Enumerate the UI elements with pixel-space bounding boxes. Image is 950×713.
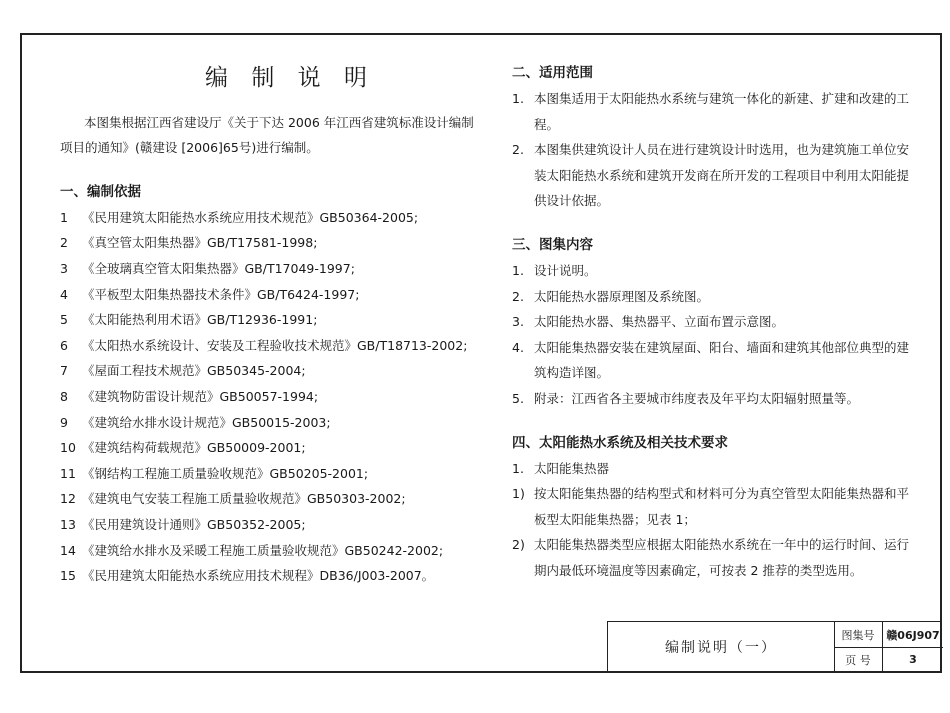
intro-paragraph: 本图集根据江西省建设厅《关于下达 2006 年江西省建筑标准设计编制项目的通知》(赣建设 [2006]65号)进行编制。 [60,114,474,156]
list-item [512,335,912,386]
list-item [60,205,480,231]
item-text: 附录：江西省各主要城市纬度表及年平均太阳辐射照量等。 [534,390,860,406]
section4-heading: 四、太阳能热水系统及相关技术要求 [512,434,728,451]
page-number-label: 页 号 [834,647,883,672]
item-number: 1) [512,486,525,502]
item-number: 13 [60,516,76,532]
list-item [60,307,480,333]
item-number: 3 [60,260,68,276]
atlas-number-value: 赣06J907 [886,628,940,642]
list-item [60,563,480,589]
item-text: 《太阳能热利用术语》GB/T12936-1991; [82,312,318,328]
item-number: 3. [512,314,524,330]
item-number: 5 [60,312,68,328]
section1-list [60,205,480,589]
list-item [512,456,912,482]
item-text: 本图集适用于太阳能热水系统与建筑一体化的新建、扩建和改建的工程。 [534,91,910,132]
item-text: 《建筑结构荷载规范》GB50009-2001; [82,440,306,456]
item-text: 本图集供建筑设计人员在进行建筑设计时选用，也为建筑施工单位安装太阳能热水系统和建筑开发商在所开发的工程项目中利用太阳能提供设计依据。 [534,142,910,209]
item-text: 《真空管太阳集热器》GB/T17581-1998; [82,235,318,251]
list-item [60,333,480,359]
item-text: 《建筑给水排水设计规范》GB50015-2003; [82,414,331,430]
list-item [512,309,912,335]
item-text: 太阳能集热器类型应根据太阳能热水系统在一年中的运行时间、运行期内最低环境温度等因素确定，可按表 2 推荐的类型选用。 [534,537,910,578]
list-item [512,258,912,284]
list-item [60,358,480,384]
list-item [60,435,480,461]
section2-heading: 二、适用范围 [512,65,593,81]
item-text: 《平板型太阳集热器技术条件》GB/T6424-1997; [82,286,360,302]
item-text: 设计说明。 [534,262,597,278]
section3-list [512,258,912,412]
item-number: 1 [60,209,68,225]
page-number-row [834,647,943,672]
item-text: 《建筑电气安装工程施工质量验收规范》GB50303-2002; [82,491,406,507]
item-text: 《全玻璃真空管太阳集热器》GB/T17049-1997; [82,260,355,276]
item-number: 14 [60,542,76,558]
list-item [512,86,912,137]
item-text: 《建筑物防雷设计规范》GB50057-1994; [82,388,319,404]
item-number: 11 [60,465,76,481]
item-text: 《钢结构工程施工质量验收规范》GB50205-2001; [82,465,369,481]
item-number: 1. [512,262,524,278]
item-text: 《民用建筑太阳能热水系统应用技术规程》DB36/J003-2007。 [82,568,435,584]
list-item [60,410,480,436]
atlas-number-label: 图集号 [834,622,883,647]
item-number: 12 [60,491,76,507]
item-number: 10 [60,440,76,456]
item-number: 7 [60,363,68,379]
page-number-value: 3 [909,653,917,666]
item-text: 太阳能热水器原理图及系统图。 [534,288,710,304]
item-text: 《民用建筑太阳能热水系统应用技术规范》GB50364-2005; [82,209,419,225]
item-number: 8 [60,388,68,404]
list-item [60,256,480,282]
section4-list [512,456,912,584]
item-number: 4. [512,339,524,355]
list-item [60,512,480,538]
item-number: 5. [512,390,524,406]
item-number: 4 [60,286,68,302]
item-number: 2) [512,537,525,553]
list-item [60,538,480,564]
section3-heading: 三、图集内容 [512,236,593,253]
section2-list [512,86,912,214]
item-text: 太阳能集热器 [534,460,610,476]
item-text: 《太阳热水系统设计、安装及工程验收技术规范》GB/T18713-2002; [82,337,468,353]
title-block [607,621,942,673]
list-item [512,386,912,412]
item-number: 6 [60,337,68,353]
list-item [60,461,480,487]
list-item [60,384,480,410]
item-text: 《民用建筑设计通则》GB50352-2005; [82,516,306,532]
atlas-number-row [834,622,943,648]
item-number: 15 [60,568,76,584]
item-text: 太阳能热水器、集热器平、立面布置示意图。 [534,314,785,330]
item-number: 2 [60,235,68,251]
item-text: 按太阳能集热器的结构型式和材料可分为真空管型太阳能集热器和平板型太阳能集热器；见表 1； [534,486,910,527]
left-column [60,60,480,589]
list-item [60,282,480,308]
list-item [60,230,480,256]
item-number: 9 [60,414,68,430]
item-number: 1. [512,91,524,106]
item-text: 《屋面工程技术规范》GB50345-2004; [82,363,306,379]
page-title: 编 制 说 明 [205,65,375,91]
list-item [512,284,912,310]
list-item [512,532,912,583]
section1-heading: 一、编制依据 [60,183,141,200]
item-number: 1. [512,460,524,476]
list-item [512,137,912,214]
item-text: 太阳能集热器安装在建筑屋面、阳台、墙面和建筑其他部位典型的建筑构造详图。 [534,339,910,381]
item-number: 2. [512,142,524,158]
list-item [60,486,480,512]
item-number: 2. [512,288,524,304]
title-block-name: 编制说明（一） [608,622,835,672]
list-item [512,481,912,532]
right-column [512,60,912,584]
item-text: 《建筑给水排水及采暖工程施工质量验收规范》GB50242-2002; [82,542,444,558]
